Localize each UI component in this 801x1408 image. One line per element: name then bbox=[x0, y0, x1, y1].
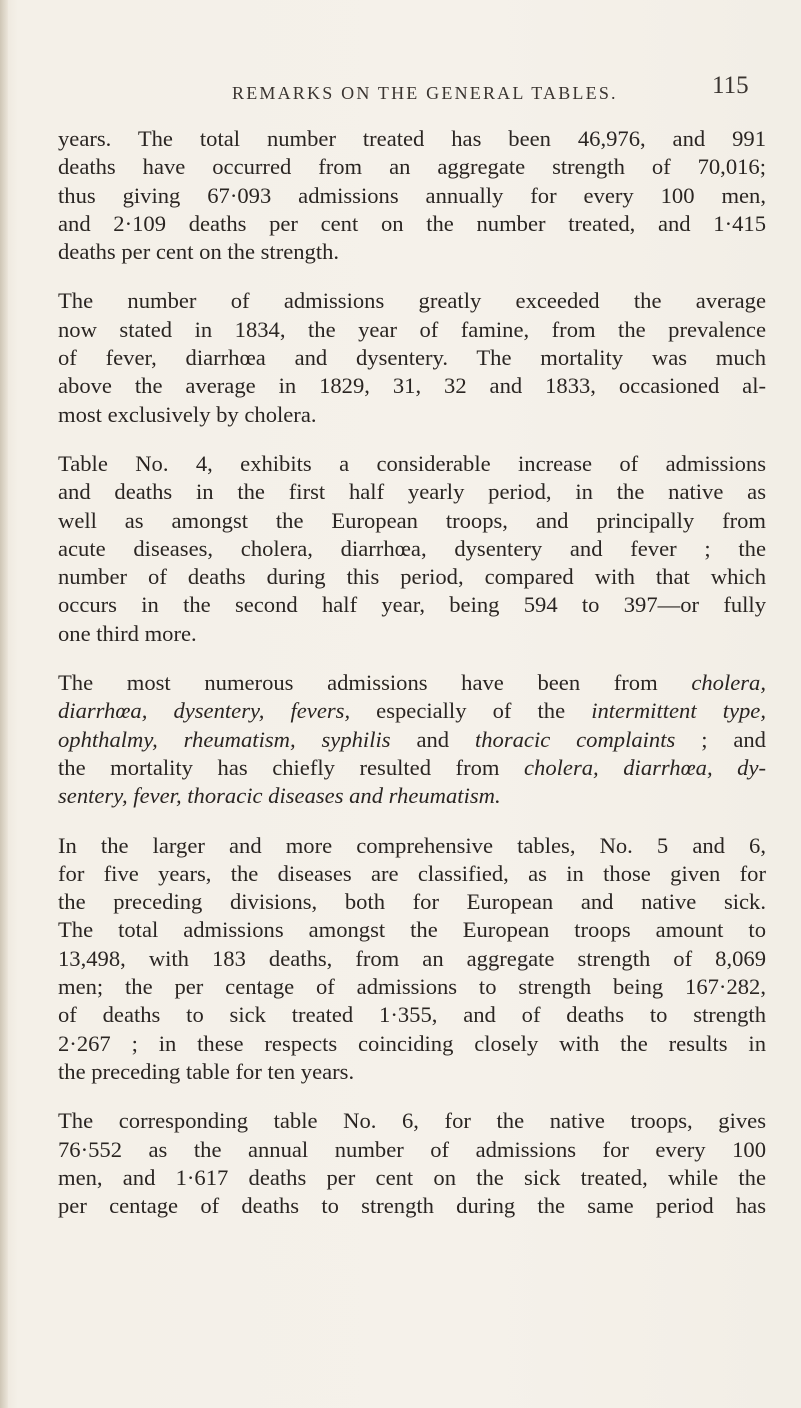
text-line: the preceding table for ten years. bbox=[58, 1058, 355, 1084]
text-line: thus giving 67·093 admissions annually for every 100 men, bbox=[58, 182, 766, 208]
body-text bbox=[58, 125, 766, 1220]
text-line: and deaths in the first half yearly period, in the native as bbox=[58, 479, 766, 505]
text-line: of deaths to sick treated 1·355, and of deaths to strength bbox=[58, 1002, 766, 1028]
text-segment: ; and bbox=[675, 726, 766, 752]
text-line bbox=[58, 782, 766, 810]
text-segment: the mortality has chiefly resulted from bbox=[58, 754, 525, 780]
text-line: 13,498, with 183 deaths, from an aggregate strength of 8,069 bbox=[58, 945, 766, 971]
text-segment: and bbox=[390, 726, 475, 752]
italic-segment: diarrhœa, dysentery, fevers, bbox=[58, 698, 351, 724]
page-number: 115 bbox=[712, 72, 749, 99]
text-line: The number of admissions greatly exceeded the average bbox=[58, 288, 766, 314]
text-line: years. The total number treated has been 46,976, and 991 bbox=[58, 126, 766, 151]
paragraph-6 bbox=[58, 1107, 766, 1220]
italic-segment: sentery, fever, thoracic diseases and rheumatism. bbox=[58, 783, 501, 809]
text-line: number of deaths during this period, compared with that which bbox=[58, 564, 766, 590]
text-line: now stated in 1834, the year of famine, from the prevalence bbox=[58, 316, 766, 342]
text-line: Table No. 4, exhibits a considerable increase of admissions bbox=[58, 450, 766, 476]
paragraph-3 bbox=[58, 450, 766, 648]
italic-segment: cholera, bbox=[691, 670, 766, 696]
text-line: of fever, diarrhœa and dysentery. The mortality was much bbox=[58, 345, 766, 371]
text-line: well as amongst the European troops, and principally from bbox=[58, 507, 766, 533]
text-line: deaths per cent on the strength. bbox=[58, 239, 340, 265]
paragraph-5 bbox=[58, 832, 766, 1087]
text-line bbox=[58, 726, 766, 754]
text-line: 76·552 as the annual number of admissions for every 100 bbox=[58, 1136, 766, 1162]
text-line: acute diseases, cholera, diarrhœa, dysentery and fever ; the bbox=[58, 535, 766, 561]
paragraph-1 bbox=[58, 125, 766, 266]
text-line: occurs in the second half year, being 594 to 397—or fully bbox=[58, 592, 766, 618]
text-line: The corresponding table No. 6, for the native troops, gives bbox=[58, 1108, 766, 1134]
text-segment: The most numerous admissions have been from bbox=[58, 670, 692, 696]
text-line: the preceding divisions, both for European and native sick. bbox=[58, 889, 766, 915]
text-line: In the larger and more comprehensive tables, No. 5 and 6, bbox=[58, 832, 766, 858]
text-line: most exclusively by cholera. bbox=[58, 401, 317, 427]
text-line bbox=[58, 697, 766, 725]
text-line: one third more. bbox=[58, 620, 197, 646]
text-line: above the average in 1829, 31, 32 and 1833, occasioned al- bbox=[58, 373, 766, 399]
text-line: 2·267 ; in these respects coinciding closely with the results in bbox=[58, 1030, 766, 1056]
text-segment: especially of the bbox=[350, 698, 592, 724]
text-line: for five years, the diseases are classified, as in those given for bbox=[58, 860, 766, 886]
italic-segment: thoracic complaints bbox=[474, 726, 676, 752]
text-line: men; the per centage of admissions to strength being 167·282, bbox=[58, 974, 766, 1000]
paragraph-2 bbox=[58, 287, 766, 428]
italic-segment: cholera, diarrhœa, dy- bbox=[524, 754, 767, 780]
binding-edge bbox=[0, 0, 8, 1408]
text-line: and 2·109 deaths per cent on the number treated, and 1·415 bbox=[58, 210, 766, 236]
text-line: per centage of deaths to strength during the same period has bbox=[58, 1193, 766, 1219]
text-line: The total admissions amongst the European troops amount to bbox=[58, 917, 766, 943]
text-line: deaths have occurred from an aggregate strength of 70,016; bbox=[58, 154, 766, 180]
paragraph-4 bbox=[58, 669, 766, 810]
text-line bbox=[58, 669, 766, 697]
text-line bbox=[58, 754, 766, 782]
running-header: REMARKS ON THE GENERAL TABLES. bbox=[232, 83, 618, 103]
italic-segment: intermittent type, bbox=[591, 698, 766, 724]
italic-segment: ophthalmy, rheumatism, syphilis bbox=[58, 726, 391, 752]
text-line: men, and 1·617 deaths per cent on the sick treated, while the bbox=[58, 1164, 766, 1190]
